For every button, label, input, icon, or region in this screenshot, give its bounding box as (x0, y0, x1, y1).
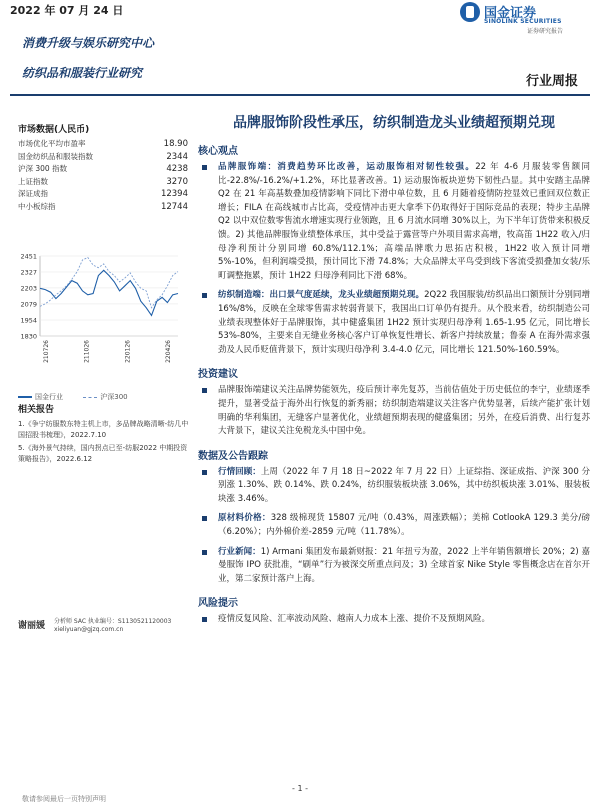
market-data (18, 122, 188, 213)
market-data-row: 中小板综指 12744 (18, 201, 188, 212)
analyst-cert: 分析师 SAC 执业编号：S1130521120003 (54, 618, 172, 625)
logo-icon (460, 2, 480, 22)
x-tick-label: 211026 (83, 340, 91, 363)
page-number: - 1 - (292, 784, 308, 793)
y-tick-label: 2327 (20, 268, 37, 277)
legend-swatch-industry (18, 396, 32, 398)
dept-title: 消费升级与娱乐研究中心 (22, 36, 155, 50)
market-data-title: 市场数据(人民币) (18, 125, 90, 135)
bullet-manufacture: 纺织制造端：出口景气度延续，龙头业绩超预期兑现。2Q22 我国服装/纺织品出口额预计分别同增 16%/8%，反映在全球零售需求转弱背景下，我国出口订单仍有提升。从个股来看，纺织制造公司业绩表现整体好于品牌服饰，其中健盛集团 1H22 预计实现归母净利 1.65-1.95 亿元，同比增长 53%-80%，主要来自无缝业务核心客户订单恢复性增长、新客户持续放量；鲁泰 A 在海外需求强劲及人民币贬值背景下，预计实现归母净利 3.4-4.0 亿元，同比增长 121.50%-160.59%。 (198, 289, 590, 357)
market-data-row: 沪深 300 指数 4238 (18, 164, 188, 174)
legend-industry: 国金行业 (35, 393, 63, 401)
main-content (198, 104, 590, 633)
bullet-materials: 原材料价格：328 级棉现货 15807 元/吨（0.43%，周涨跌幅）；美棉 CotlookA 129.3 美分/磅（6.20%）；内外棉价差-2859 元/吨（11.78%）。 (198, 512, 590, 539)
market-data-row: 深证成指 12394 (18, 189, 188, 199)
bullet-news: 行业新闻：1) Armani 集团发布最新财报：21 年扭亏为盈，2022 上半年销售额增长 20%；2) 嘉曼服饰 IPO 获批准，“刷单”行为被深交所重点问及；3) 全球首家 Nike Style 零售概念店在首尔开业，第二家预计落户上海。 (198, 546, 590, 587)
analyst-email[interactable]: xieliyuan@gjzq.com.cn (54, 626, 124, 633)
section-core: 核心观点 (198, 146, 238, 157)
related-item[interactable]: 1.《争宁纺服数东特主机上市，多品牌战略清晰-纺几中国招股书梳理》，2022.7.10 (18, 420, 189, 439)
report-date: 2022 年 07 月 24 日 (10, 4, 124, 17)
x-tick-label: 220126 (124, 340, 132, 363)
bullet-risk: 疫情反复风险、汇率波动风险、越南人力成本上涨、提价不及预期风险。 (198, 613, 590, 627)
related-item[interactable]: 5.《海外景气持续，国内拐点已至-纺服2022 中期投资策略报告》，2022.6.12 (18, 444, 188, 463)
chart-legend (18, 392, 188, 402)
series-line-hs300 (40, 257, 178, 307)
section-data: 数据及公告跟踪 (198, 450, 268, 462)
y-tick-label: 2451 (20, 252, 37, 261)
x-tick-label: 220426 (165, 340, 172, 363)
report-title: 品牌服饰阶段性承压，纺织制造龙头业绩超预期兑现 (233, 115, 555, 131)
index-chart-svg (18, 248, 188, 383)
market-data-row: 市场优化平均市盈率 18.90 (18, 139, 188, 149)
index-chart (18, 248, 188, 383)
logo-cn: 国金证券 (484, 6, 537, 21)
legend-hs300: 沪深300 (100, 393, 128, 401)
section-risk: 风险提示 (198, 598, 238, 610)
y-tick-label: 2203 (20, 284, 37, 293)
legend-swatch-hs300 (83, 397, 97, 398)
section-invest: 投资建议 (198, 369, 238, 381)
header-rule (10, 94, 590, 96)
market-data-row: 上证指数 3270 (18, 176, 188, 187)
related-title: 相关报告 (18, 405, 55, 415)
y-tick-label: 1954 (20, 316, 37, 325)
analyst-name: 谢丽媛 (18, 621, 46, 631)
logo-en: SINOLINK SECURITIES (484, 18, 562, 25)
y-tick-label: 1830 (20, 332, 37, 341)
dept-subtitle: 纺织品和服装行业研究 (22, 66, 143, 80)
logo-subtitle: 证券研究报告 (527, 28, 564, 35)
footer-disclaimer: 敬请参阅最后一页特别声明 (22, 795, 106, 803)
bullet-invest: 品牌服饰端建议关注品牌势能领先，疫后预计率先复苏，当前估值处于历史低位的李宁，业绩逐季提升，显著受益于海外出行恢复的新秀丽；纺织制造端建议关注客户优势显著，后续产能扩张计划明确的华利集团，无缝客户显著优化，业绩超预期表现的健盛集团；另外，在疫后消费、出行复苏大背景下，建议关注免税龙头中国中免。 (198, 384, 590, 438)
report-type: 行业周报 (525, 74, 578, 89)
market-data-row: 国金纺织品和服装指数 2344 (18, 151, 188, 162)
x-tick-label: 210726 (43, 340, 50, 363)
related-reports (18, 402, 190, 467)
bullet-brand: 品牌服饰端：消费趋势环比改善，运动服饰相对韧性较强。22 年 4-6 月服装零售额同比-22.8%/-16.2%/+1.2%，环比显著改善。1) 运动服饰板块逆势下韧性凸显。其中安踏主品牌 Q2 在 21 年高基数叠加疫情影响下同比下滑中单位数，且 6 月随着疫情防控显效已重回双位数正增长；FILA 在高线城市占比高，受疫情冲击更大拿季下仍取得好于国际竞品的表现；特步主品牌 Q2 以中双位数零售流水增速实现行业领跑，且 6 月流水同增 30%以上，为下半年订货带来积极反馈。2) 其他品牌服饰业绩整体承压，其中受益于露营等户外项目需求高增，牧高笛 1H22 收入/归母净利预计分别同增 60.8%/112.1%；高端品牌歌力思拓店积极，1H22 收入预计同增 5%-10%，但利润端受损，预计同比下滑 74.8%；大众品牌太平鸟受到线下客流受损叠加女装/乐町调整拖累，预计 1H22 归母净利同比下滑 68%。 (198, 161, 590, 283)
series-line-industry (40, 270, 178, 315)
y-tick-label: 2079 (20, 300, 37, 309)
bullet-market: 行情回顾：上周（2022 年 7 月 18 日~2022 年 7 月 22 日）上证综指、深证成指、沪深 300 分别涨 1.30%、跌 0.14%、跌 0.24%，纺织服装板块涨 3.06%，其中纺织板块涨 3.01%、服装板块涨 3.46%。 (198, 466, 590, 507)
